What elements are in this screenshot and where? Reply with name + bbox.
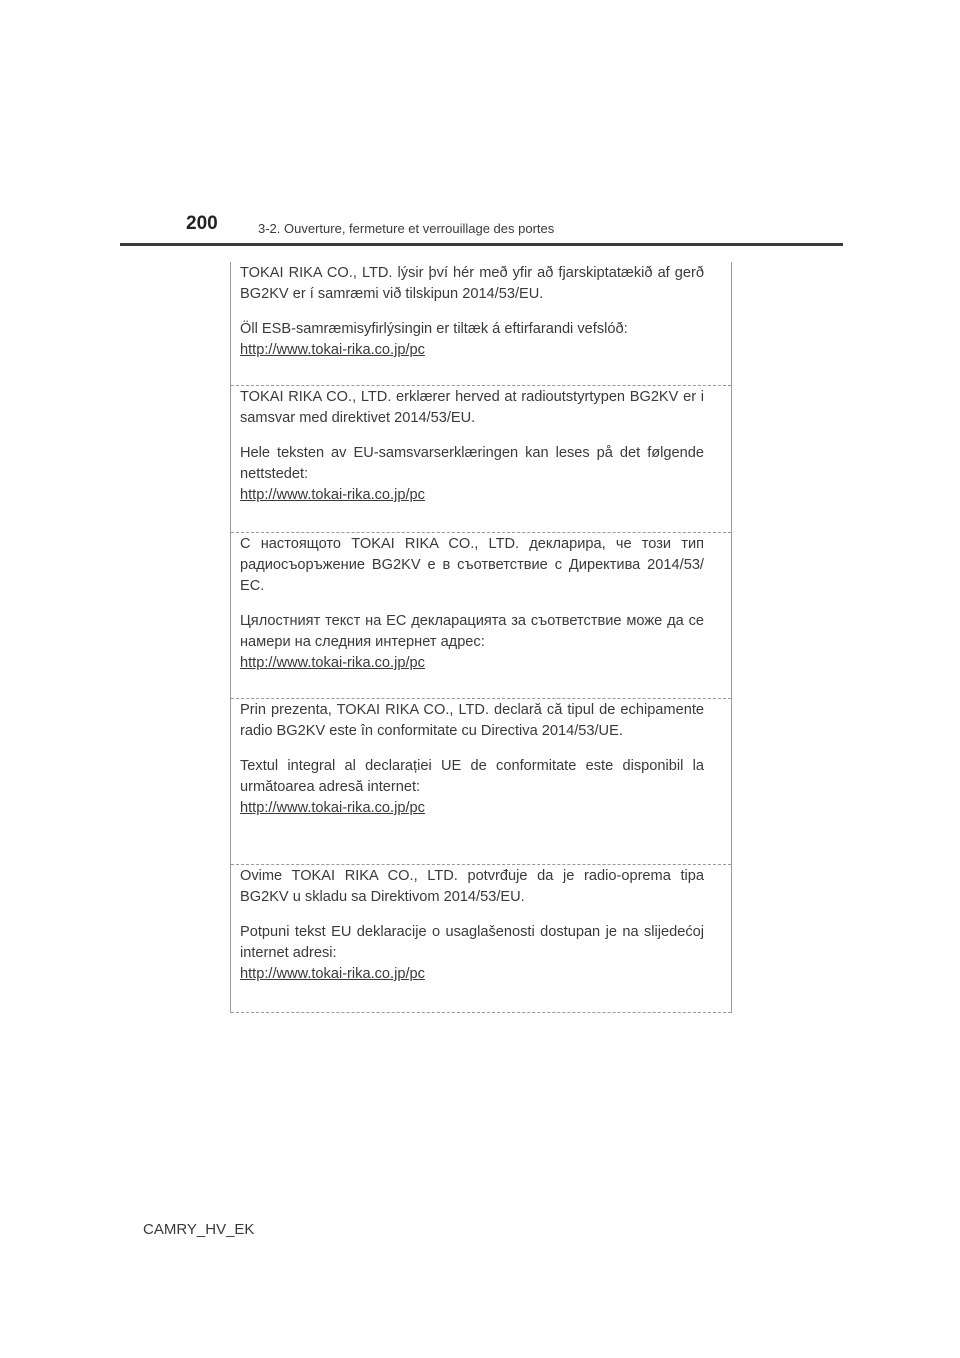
declaration-bulgarian	[231, 533, 731, 699]
declaration-statement: TOKAI RIKA CO., LTD. lýsir því hér með yfir að fjarskiptatækið af gerð BG2KV er í samræmi við tilskipun 2014/53/EU.	[240, 265, 704, 302]
declaration-fulltext-note: Öll ESB-samræmisyfirlýsingin er tiltæk á eftirfarandi vefslóð:	[240, 321, 628, 337]
declaration-romanian	[231, 699, 731, 865]
declaration-icelandic	[231, 262, 731, 386]
declaration-url-link[interactable]: http://www.tokai-rika.co.jp/pc	[240, 655, 425, 671]
declarations-box	[230, 262, 732, 1013]
declaration-statement: TOKAI RIKA CO., LTD. erklærer herved at radioutstyrtypen BG2KV er i samsvar med direktivet 2014/53/EU.	[240, 389, 704, 426]
declaration-fulltext-note: Potpuni tekst EU deklaracije o usaglašenosti dostupan je na slijedećoj internet adresi:	[240, 924, 704, 961]
page-number: 200	[186, 213, 218, 234]
declaration-url-link[interactable]: http://www.tokai-rika.co.jp/pc	[240, 487, 425, 503]
declaration-croatian	[231, 865, 731, 1013]
declaration-fulltext-note: Hele teksten av EU-samsvarserklæringen kan leses på det følgende nettstedet:	[240, 445, 704, 482]
declaration-url-link[interactable]: http://www.tokai-rika.co.jp/pc	[240, 342, 425, 358]
declaration-fulltext-note: Цялостният текст на ЕС декларацията за съответствие може да се намери на следния интернет адрес:	[240, 613, 704, 650]
declaration-statement: Ovime TOKAI RIKA CO., LTD. potvrđuje da je radio-oprema tipa BG2KV u skladu sa Direktivom 2014/53/EU.	[240, 868, 704, 905]
model-code: CAMRY_HV_EK	[143, 1221, 255, 1238]
declaration-statement: С настоящото TOKAI RIKA CO., LTD. декларира, че този тип радиосъоръжение BG2KV е в съответствие с Директива 2014/53/ЕС.	[240, 536, 704, 594]
header-divider	[120, 243, 843, 246]
declaration-statement: Prin prezenta, TOKAI RIKA CO., LTD. declară că tipul de echipamente radio BG2KV este în conformitate cu Directiva 2014/53/UE.	[240, 702, 704, 739]
declaration-fulltext-note: Textul integral al declarației UE de conformitate este disponibil la următoarea adresă internet:	[240, 758, 704, 795]
declaration-url-link[interactable]: http://www.tokai-rika.co.jp/pc	[240, 966, 425, 982]
declaration-norwegian	[231, 386, 731, 533]
section-title: 3-2. Ouverture, fermeture et verrouillage des portes	[258, 221, 555, 236]
declaration-url-link[interactable]: http://www.tokai-rika.co.jp/pc	[240, 800, 425, 816]
